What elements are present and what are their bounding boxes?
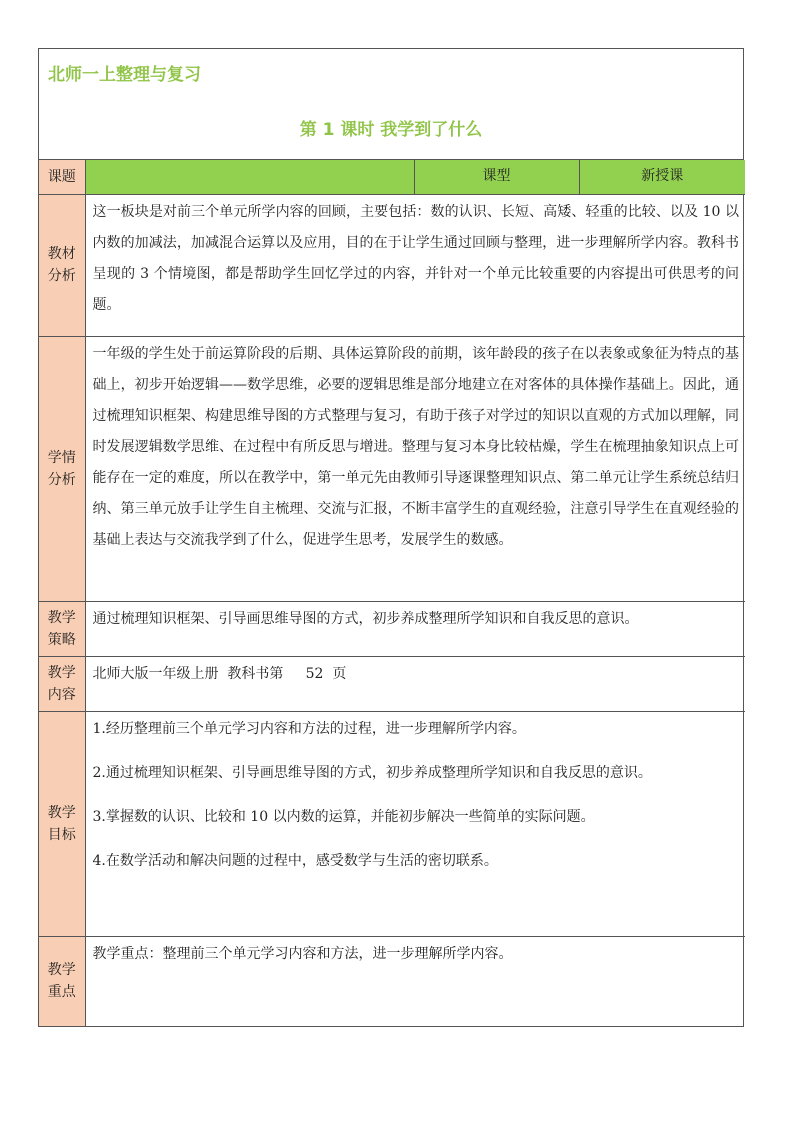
teaching-strategy-label: 教学 策略	[39, 601, 85, 656]
teaching-content-text: 北师大版一年级上册 教科书第 52 页	[85, 656, 745, 711]
lesson-title: 第 1 课时 我学到了什么	[299, 120, 483, 140]
topic-value	[85, 160, 414, 194]
row-teaching-keypoint	[39, 936, 745, 1026]
type-label: 课型	[414, 160, 579, 194]
teaching-keypoint-label: 教学 重点	[39, 936, 85, 1026]
row-teaching-content	[39, 656, 745, 711]
row-textbook-analysis	[39, 194, 745, 336]
goal-item: 2.通过梳理知识框架、引导画思维导图的方式，初步养成整理所学知识和自我反思的意识。	[92, 764, 652, 781]
lesson-plan-sheet	[38, 48, 744, 1027]
textbook-analysis-text: 这一板块是对前三个单元所学内容的回顾，主要包括：数的认识、长短、高矮、轻重的比较、以及 10 以内数的加减法，加减混合运算以及应用，目的在于让学生通过回顾与整理，进一步理解所学内容。教科书呈现的 3 个情境图，都是帮助学生回忆学过的内容，并针对一个单元比较重要的内容提出可供思考的问题。	[85, 194, 745, 336]
lesson-plan-table	[39, 160, 745, 1026]
teaching-strategy-text: 通过梳理知识框架、引导画思维导图的方式，初步养成整理所学知识和自我反思的意识。	[85, 601, 745, 656]
student-analysis-label: 学情 分析	[39, 336, 85, 601]
topic-label: 课题	[39, 160, 85, 194]
type-value: 新授课	[579, 160, 745, 194]
goal-item: 4.在数学活动和解决问题的过程中，感受数学与生活的密切联系。	[92, 852, 498, 869]
header-box	[39, 49, 743, 160]
row-teaching-strategy	[39, 601, 745, 656]
row-teaching-goals	[39, 711, 745, 936]
info-row	[39, 160, 745, 194]
teaching-goals-label: 教学 目标	[39, 711, 85, 936]
teaching-goals-list	[85, 711, 745, 936]
row-student-analysis	[39, 336, 745, 601]
doc-title: 北师一上整理与复习	[48, 65, 201, 85]
teaching-content-label: 教学 内容	[39, 656, 85, 711]
goal-item: 1.经历整理前三个单元学习内容和方法的过程，进一步理解所学内容。	[92, 720, 526, 737]
student-analysis-text: 一年级的学生处于前运算阶段的后期、具体运算阶段的前期，该年龄段的孩子在以表象或象征为特点的基础上，初步开始逻辑——数学思维，必要的逻辑思维是部分地建立在对客体的具体操作基础上。因此，通过梳理知识框架、构建思维导图的方式整理与复习，有助于孩子对学过的知识以直观的方式加以理解，同时发展逻辑数学思维、在过程中有所反思与增进。整理与复习本身比较枯燥，学生在梳理抽象知识点上可能存在一定的难度，所以在教学中，第一单元先由教师引导逐课整理知识点、第二单元让学生系统总结归纳、第三单元放手让学生自主梳理、交流与汇报，不断丰富学生的直观经验，注意引导学生在直观经验的基础上表达与交流我学到了什么，促进学生思考，发展学生的数感。	[85, 336, 745, 601]
textbook-analysis-label: 教材 分析	[39, 194, 85, 336]
teaching-keypoint-text: 教学重点：整理前三个单元学习内容和方法，进一步理解所学内容。	[85, 936, 745, 1026]
goal-item: 3.掌握数的认识、比较和 10 以内数的运算，并能初步解决一些简单的实际问题。	[92, 808, 595, 825]
